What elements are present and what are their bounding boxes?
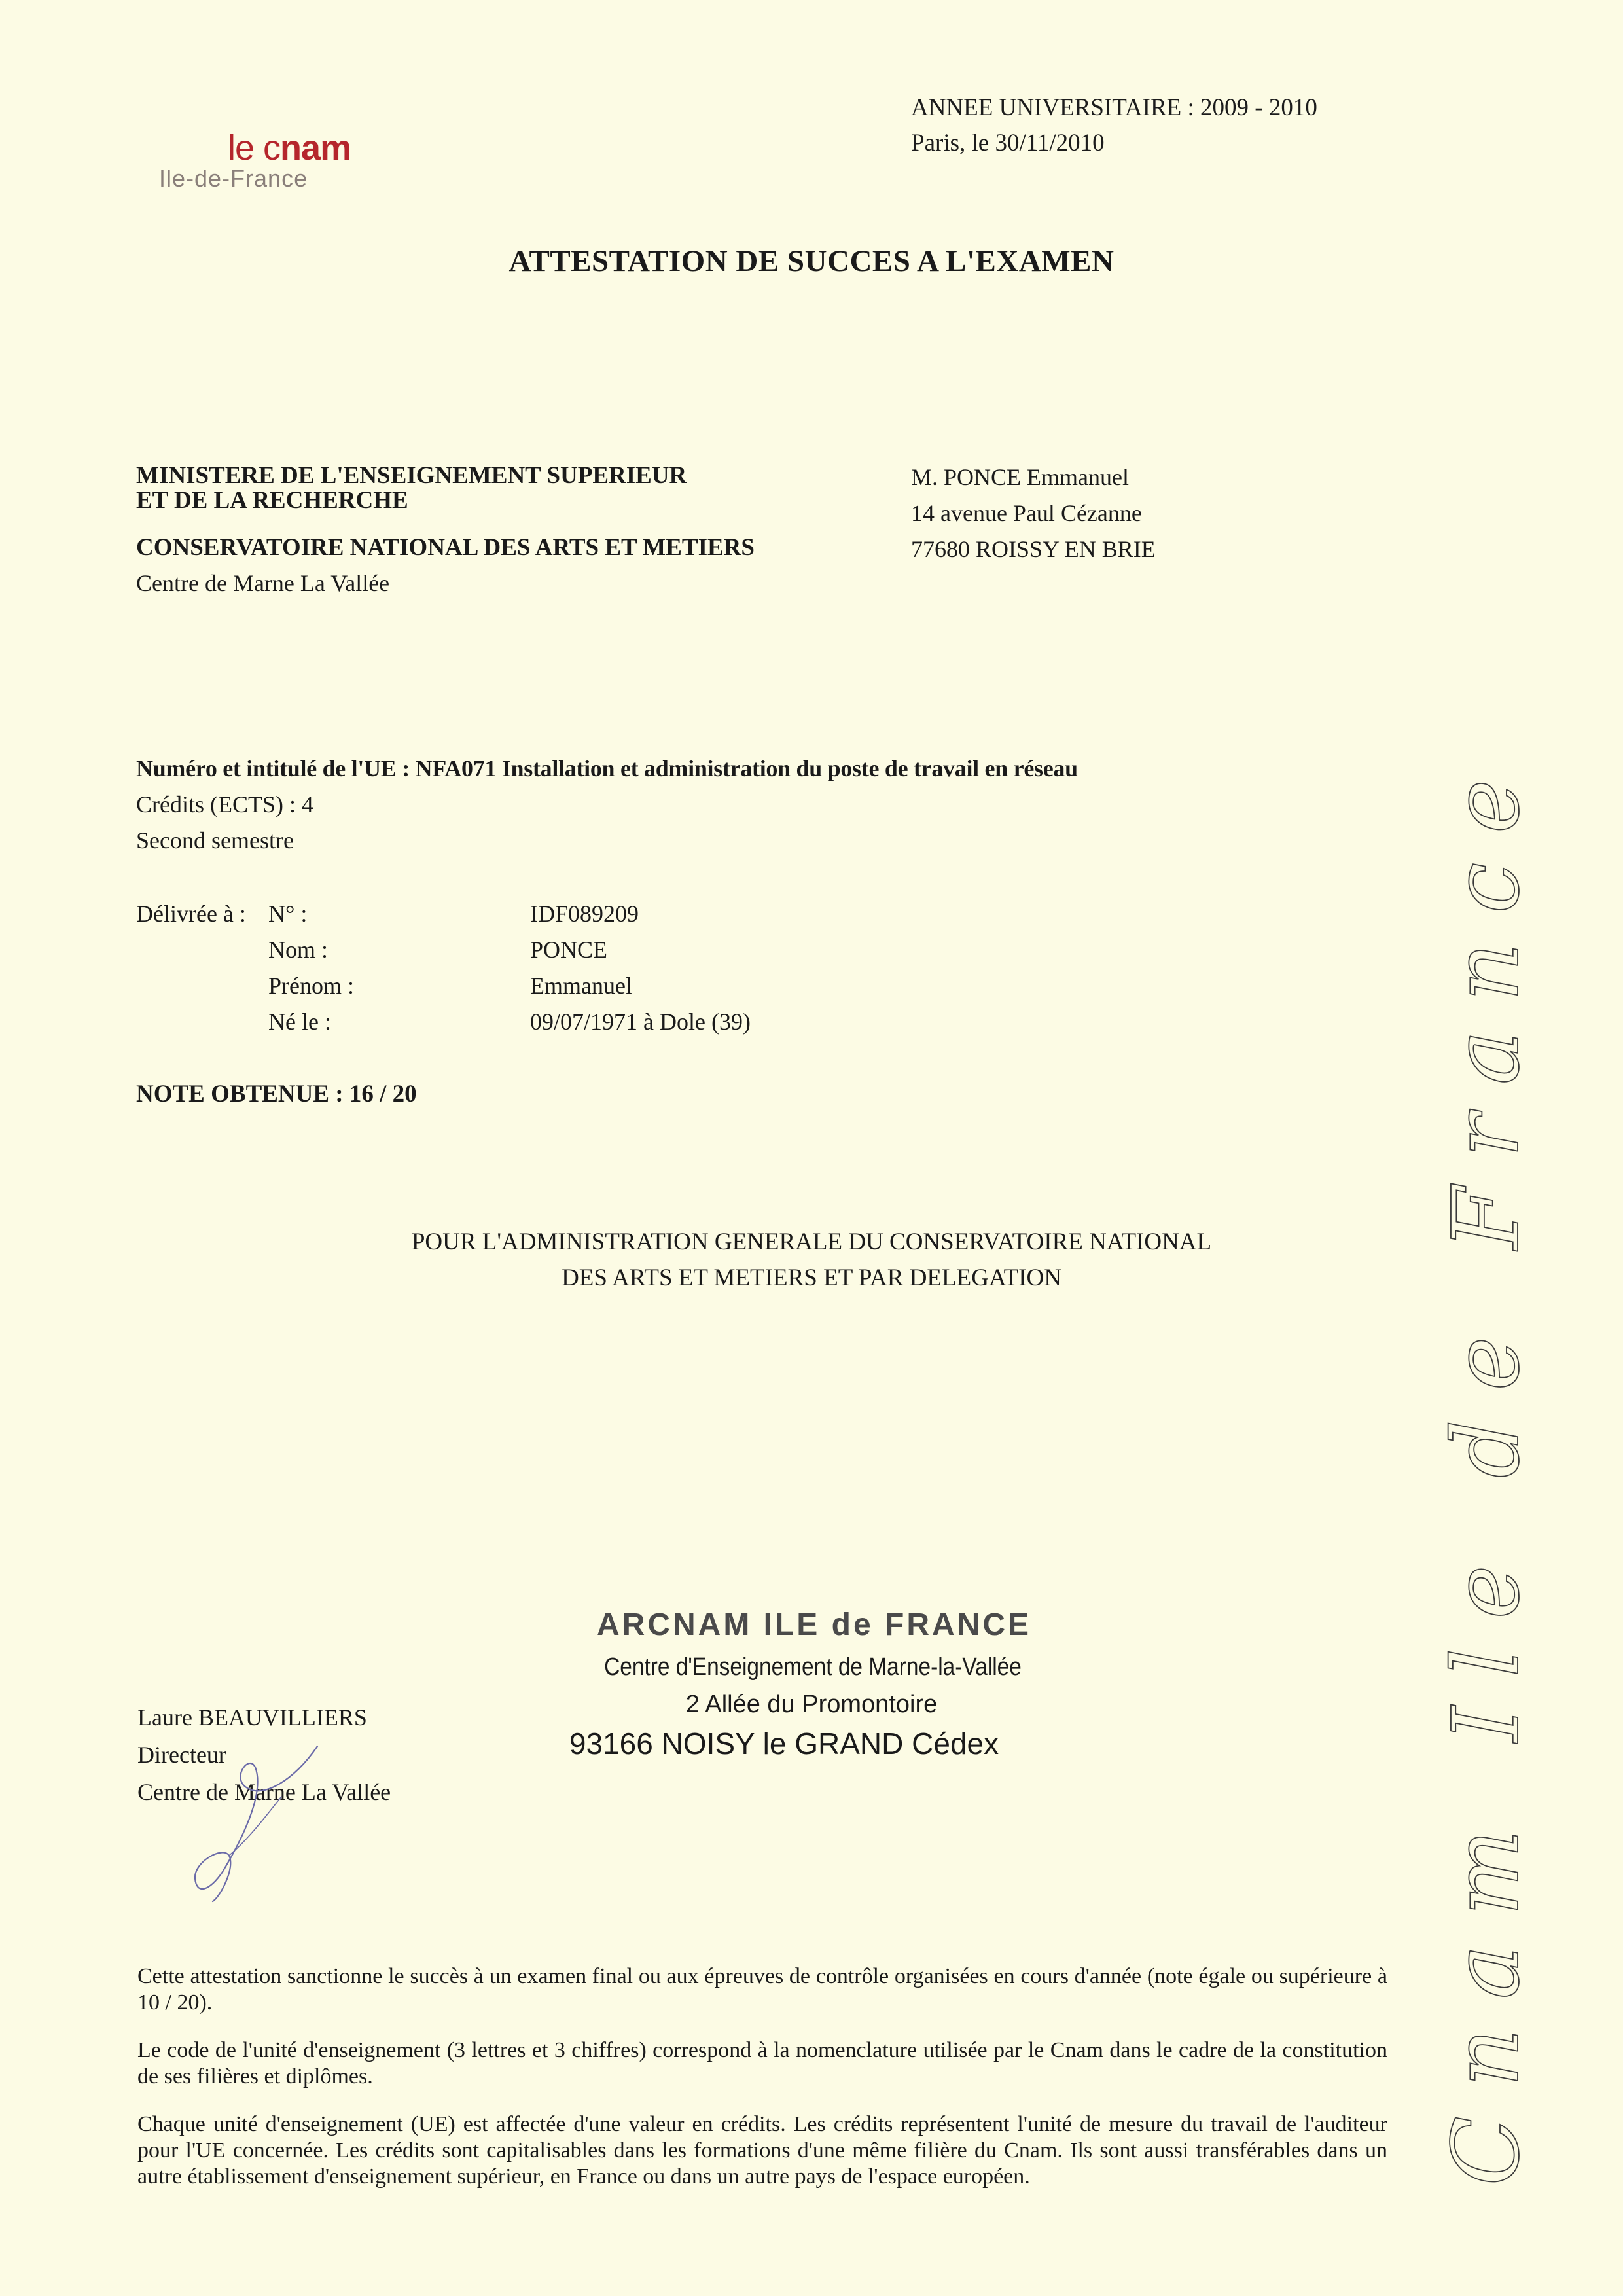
centre-name: Centre de Marne La Vallée (136, 570, 390, 596)
ministry-line1: MINISTERE DE L'ENSEIGNEMENT SUPERIEUR (136, 462, 687, 489)
field-value-birth: 09/07/1971 à Dole (39) (530, 1009, 751, 1035)
footnote-success: Cette attestation sanctionne le succès à un examen final ou aux épreuves de contrôle organisées en cours d'année (note égale ou supérieure à 10 / 20). (137, 1964, 1387, 2015)
recipient-name: M. PONCE Emmanuel (911, 464, 1129, 490)
field-label-number: N° : (268, 901, 308, 927)
stamp-line3: 2 Allée du Promontoire (685, 1691, 938, 1718)
watermark-text: Cnam Ile de France (1433, 750, 1540, 2186)
field-label-firstname: Prénom : (268, 973, 354, 999)
signatory-title: Directeur (137, 1742, 226, 1768)
course-semester: Second semestre (136, 827, 294, 853)
signatory-centre: Centre de Marne La Vallée (137, 1779, 391, 1805)
footnote-credits: Chaque unité d'enseignement (UE) est affectée d'une valeur en crédits. Les crédits représentent l'unité de mesure du travail de l'auditeur pour l'UE concernée. Les crédits sont capitalisables dans les formations d'une même filière du Cnam. Ils sont aussi transférables dans un autre établissement d'enseignement supérieur, en France ou dans un autre pays de l'espace européen. (137, 2112, 1387, 2189)
ministry-line2: ET DE LA RECHERCHE (136, 487, 408, 514)
delivered-to-label: Délivrée à : (136, 901, 246, 927)
field-value-firstname: Emmanuel (530, 973, 632, 999)
logo-wordmark: le cnam (228, 128, 351, 168)
recipient-street: 14 avenue Paul Cézanne (911, 500, 1142, 526)
handwritten-signature (183, 1741, 321, 1905)
course-credits: Crédits (ECTS) : 4 (136, 791, 313, 817)
footnote-course-code: Le code de l'unité d'enseignement (3 lettres et 3 chiffres) correspond à la nomenclature utilisée par le Cnam dans le cadre de la constitution de ses filières et diplômes. (137, 2038, 1387, 2089)
field-value-number: IDF089209 (530, 901, 639, 927)
logo-region: Ile-de-France (159, 165, 308, 192)
field-label-surname: Nom : (268, 937, 329, 963)
delegation-line1: POUR L'ADMINISTRATION GENERALE DU CONSERVATOIRE NATIONAL (411, 1229, 1212, 1255)
place-date: Paris, le 30/11/2010 (911, 130, 1105, 156)
grade-obtained: NOTE OBTENUE : 16 / 20 (136, 1081, 417, 1107)
field-label-birth: Né le : (268, 1009, 331, 1035)
course-heading: Numéro et intitulé de l'UE : NFA071 Installation et administration du poste de travail en réseau (136, 755, 1078, 781)
stamp-line4: 93166 NOISY le GRAND Cédex (569, 1727, 999, 1761)
stamp-line1: ARCNAM ILE de FRANCE (597, 1607, 1031, 1642)
delegation-line2: DES ARTS ET METIERS ET PAR DELEGATION (562, 1265, 1061, 1291)
signatory-name: Laure BEAUVILLIERS (137, 1704, 367, 1731)
stamp-line2: Centre d'Enseignement de Marne-la-Vallée (604, 1653, 1022, 1681)
document-title: ATTESTATION DE SUCCES A L'EXAMEN (508, 244, 1115, 278)
institution-name: CONSERVATOIRE NATIONAL DES ARTS ET METIERS (136, 534, 755, 561)
recipient-city: 77680 ROISSY EN BRIE (911, 536, 1156, 562)
field-value-surname: PONCE (530, 937, 608, 963)
academic-year: ANNEE UNIVERSITAIRE : 2009 - 2010 (911, 94, 1317, 121)
